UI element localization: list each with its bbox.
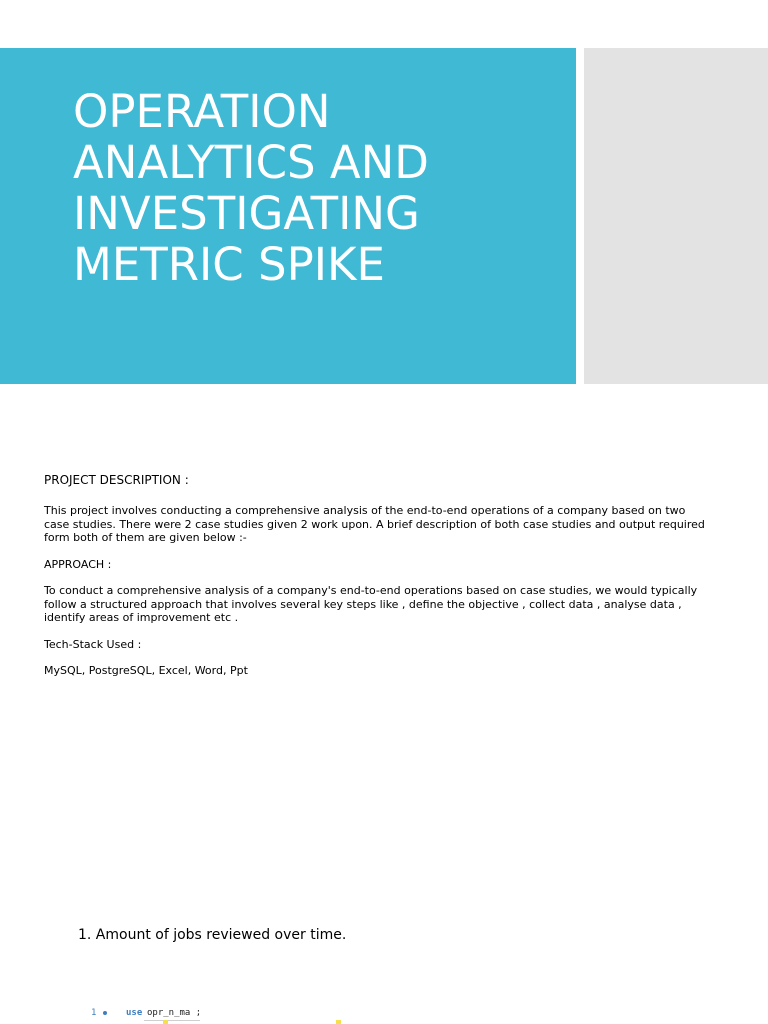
techstack-heading: Tech-Stack Used :	[44, 637, 142, 651]
sql-identifier: opr_n_ma ;	[147, 1008, 202, 1018]
title-line-2: ANALYTICS AND	[73, 136, 429, 189]
title-line-1: OPERATION	[73, 85, 331, 138]
line-marker-icon	[103, 1011, 107, 1015]
description-heading: PROJECT DESCRIPTION :	[44, 473, 189, 487]
sql-keyword: use	[126, 1008, 143, 1018]
approach-text: To conduct a comprehensive analysis of a company's end-to-end operations based on case studies, we would typically follow a structured approach that involves several key steps like , define the objective , collect data , analyse data , identify areas of improvement etc .	[44, 584, 698, 624]
highlight-marker-1	[163, 1020, 168, 1024]
project-description	[44, 472, 714, 691]
section-item-1: 1. Amount of jobs reviewed over time.	[78, 927, 347, 943]
cursor-underline	[144, 1020, 200, 1021]
line-number: 1	[91, 1008, 97, 1018]
slide-title	[73, 86, 553, 290]
title-line-4: METRIC SPIKE	[73, 238, 385, 291]
description-intro: This project involves conducting a comprehensive analysis of the end-to-end operations of a company based on two case studies. There were 2 case studies given 2 work upon. A brief description of both case studies and output required form both of them are given below :-	[44, 504, 705, 544]
approach-heading: APPROACH :	[44, 557, 112, 571]
title-slide	[0, 48, 768, 384]
side-panel	[584, 48, 768, 384]
techstack-text: MySQL, PostgreSQL, Excel, Word, Ppt	[44, 664, 248, 677]
code-snippet	[0, 1004, 768, 1024]
title-line-3: INVESTIGATING	[73, 187, 420, 240]
highlight-marker-2	[336, 1020, 341, 1024]
title-panel	[0, 48, 576, 384]
